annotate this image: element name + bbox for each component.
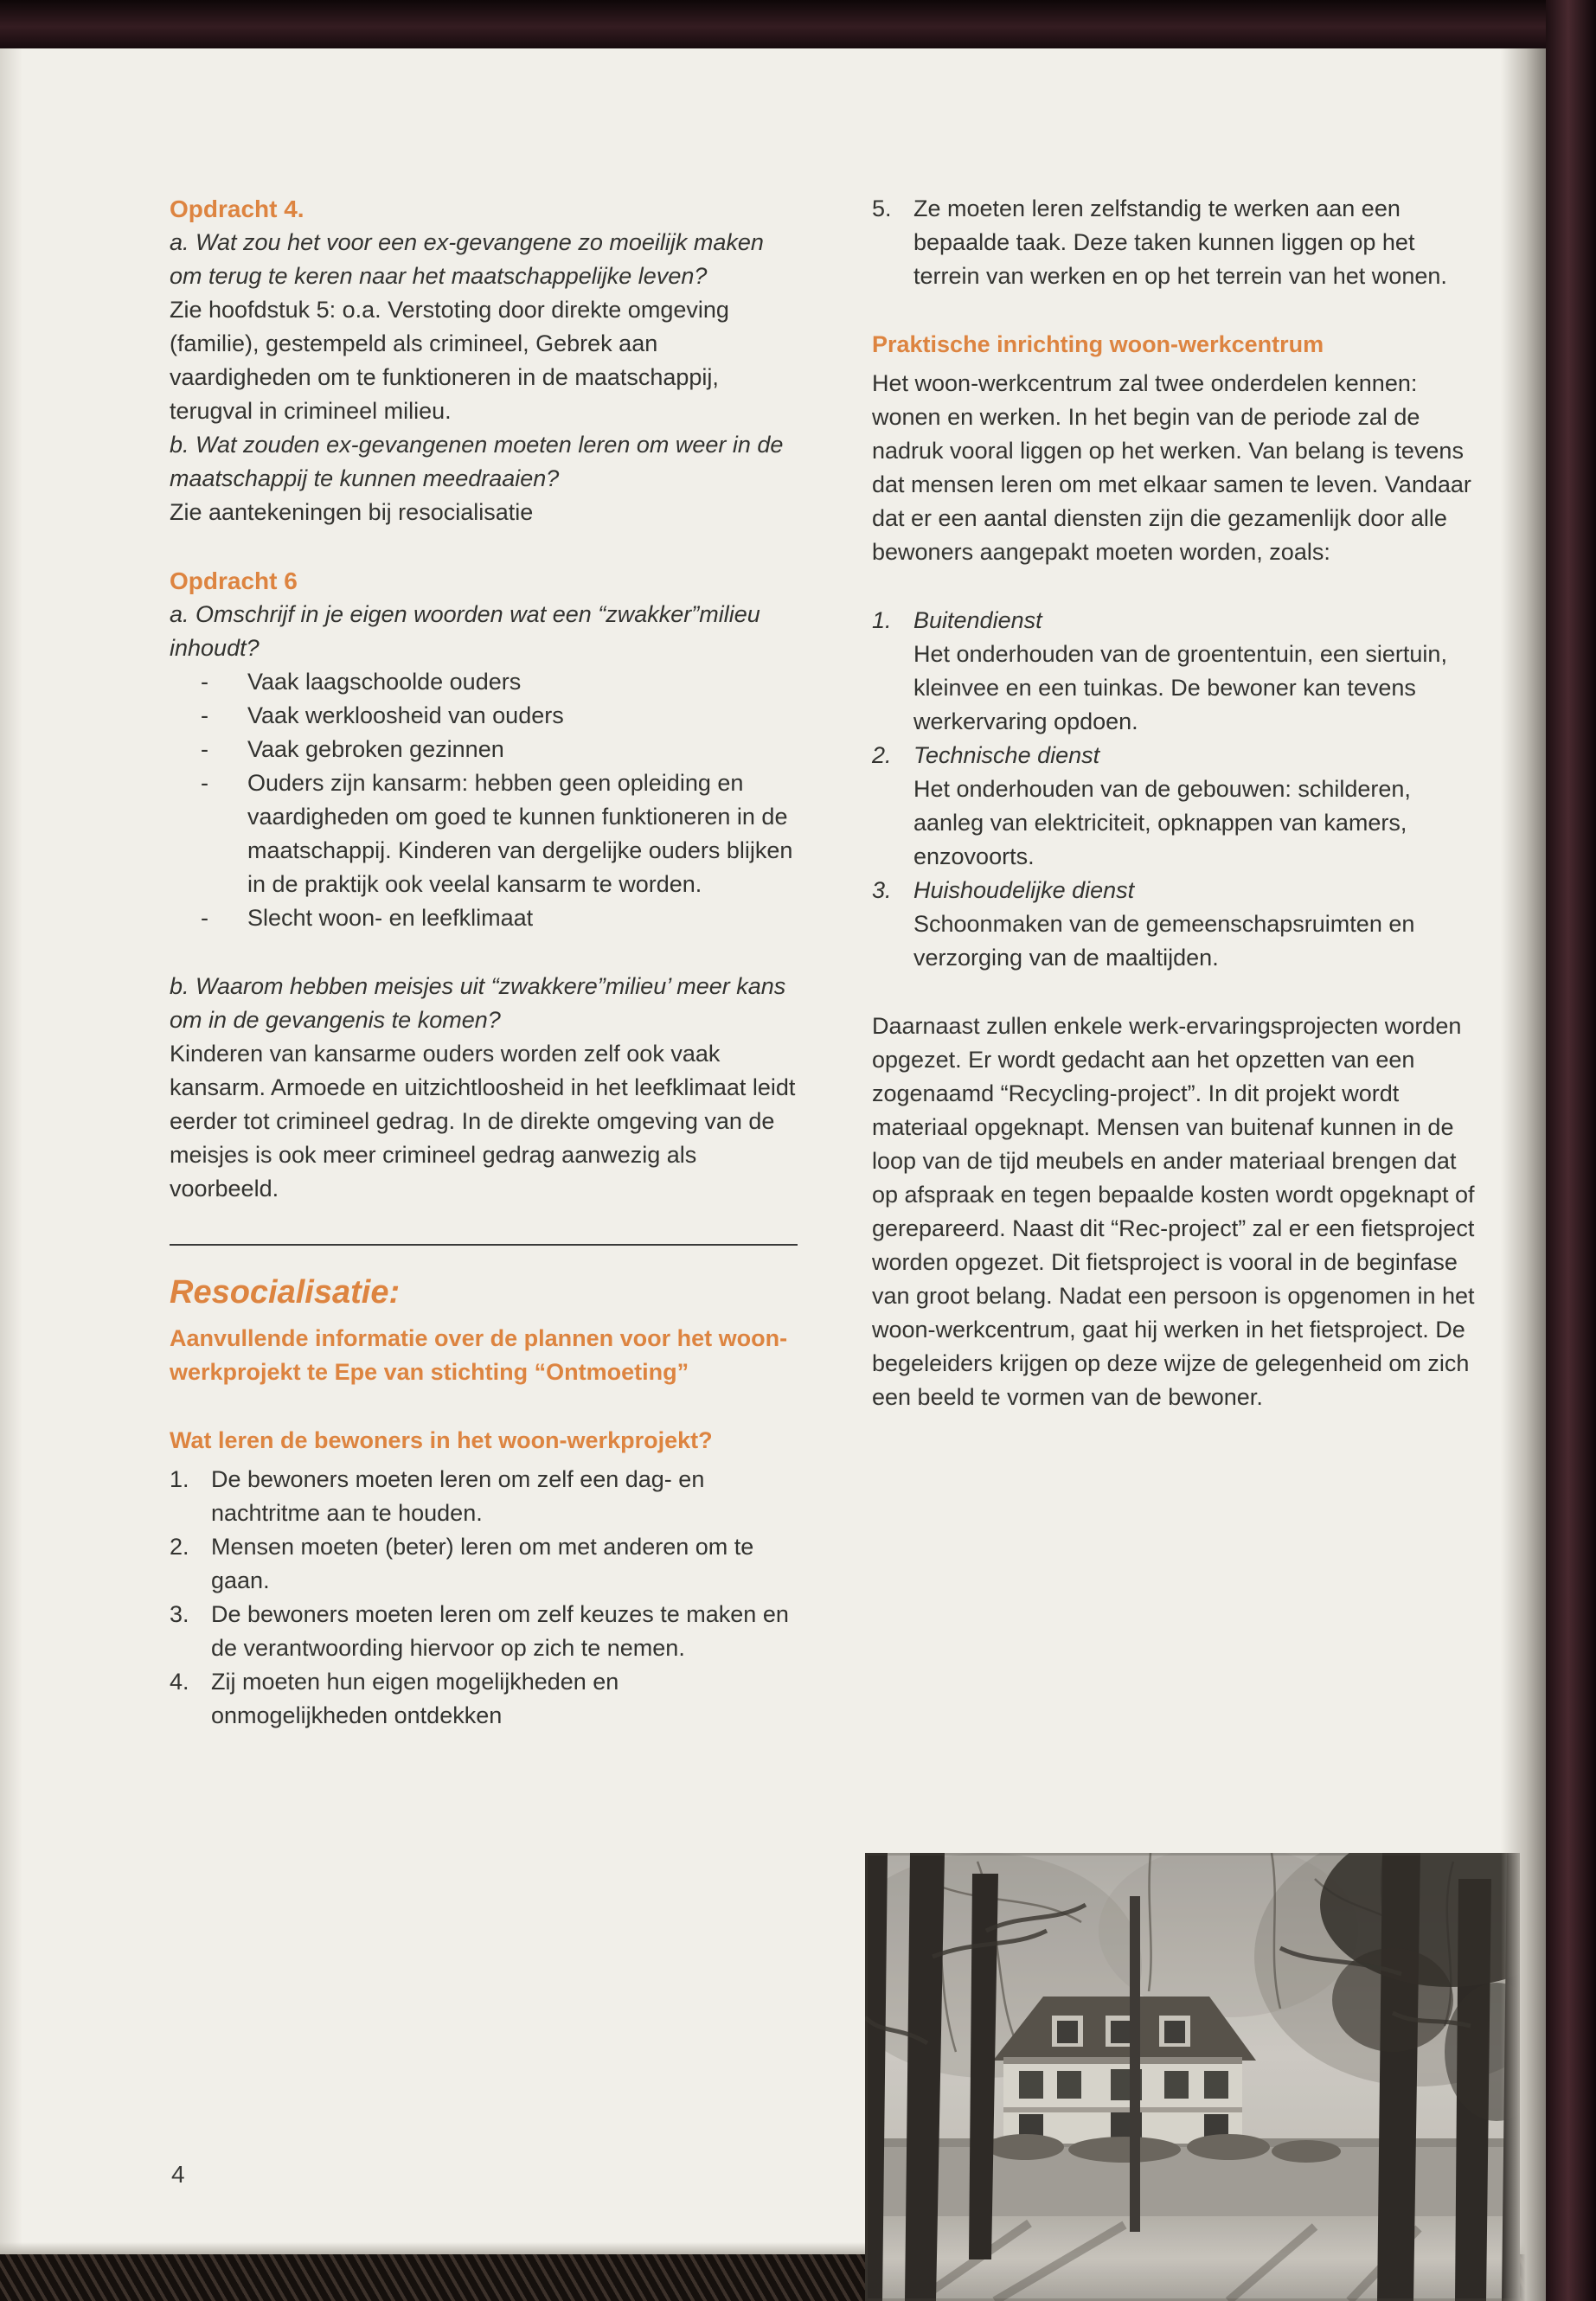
praktische-intro: Het woon-werkcentrum zal twee onderdelen kennen: wonen en werken. In het begin van de periode zal de nadruk vooral liggen op het werken. Van belang is tevens dat mensen leren om met elkaar samen te leven. Vandaar dat er een aantal diensten zijn die gezamenlijk door alle bewoners aangepakt moeten worden, zoals:: [872, 370, 1471, 565]
item-text: Ze moeten leren zelfstandig te werken aan een bepaalde taak. Deze taken kunnen liggen op het terrein van werken en op het terrein van het wonen.: [913, 195, 1447, 289]
item-number: 2.: [170, 1534, 189, 1560]
bullet-text: Vaak werkloosheid van ouders: [247, 702, 564, 728]
service-item: [872, 874, 1483, 975]
item-number: 4.: [170, 1669, 189, 1695]
service-number: 2.: [872, 742, 892, 768]
service-desc: Het onderhouden van de gebouwen: schilderen, aanleg van elektriciteit, opknappen van kamers, enzovoorts.: [913, 776, 1411, 869]
dash-marker: -: [201, 770, 208, 796]
list-item: [170, 699, 798, 733]
item-text: Zij moeten hun eigen mogelijkheden en onmogelijkheden ontdekken: [211, 1669, 619, 1728]
service-number: 1.: [872, 607, 892, 633]
opdracht4-answer-a: Zie hoofdstuk 5: o.a. Verstoting door direkte omgeving (familie), gestempeld als crimineel, Gebrek aan vaardigheden om te funktioneren in de maatschappij, terugval in crimineel milieu.: [170, 297, 729, 424]
service-name: Huishoudelijke dienst: [913, 877, 1135, 903]
page-edge-right-shadow: [1501, 0, 1546, 2301]
resocialisatie-subtitle: Aanvullende informatie over de plannen voor het woon-werkprojekt te Epe van stichting “Ontmoeting”: [170, 1325, 788, 1385]
opdracht4-question-b: b. Wat zouden ex-gevangenen moeten leren om weer in de maatschappij te kunnen meedraaien?: [170, 432, 784, 491]
numbered-item: [170, 1530, 798, 1598]
item-text: Mensen moeten (beter) leren om met anderen om te gaan.: [211, 1534, 754, 1593]
dash-marker: -: [201, 702, 208, 728]
recycling-project-paragraph: Daarnaast zullen enkele werk-ervaringsprojecten worden opgezet. Er wordt gedacht aan het opzetten van een zogenaamd “Recycling-project”. In dit projekt wordt materiaal opgeknapt. Mensen van buitenaf kunnen in de loop van de tijd meubels en ander materiaal brengen dat op afspraak en tegen bepaalde kosten wordt opgeknapt of gerepareerd. Naast dit “Rec-project” zal er een fietsproject worden opgezet. Dit fietsproject is vooral in de beginfase van groot belang. Nadat een persoon is opgenomen in het woon-werkcentrum, gaat hij werken in het fietsproject. De begeleiders krijgen op deze wijze de gelegenheid om zich een beeld te vormen van de bewoner.: [872, 1013, 1475, 1410]
service-item: [872, 604, 1483, 739]
resocialisatie-title: Resocialisatie:: [170, 1274, 401, 1311]
right-column: [872, 192, 1483, 1414]
opdracht6-title: Opdracht 6: [170, 567, 298, 594]
numbered-item: [872, 192, 1483, 293]
numbered-item: [170, 1598, 798, 1665]
list-item: [170, 901, 798, 935]
item-text: De bewoners moeten leren om zelf een dag- en nachtritme aan te houden.: [211, 1466, 705, 1526]
bullet-text: Vaak gebroken gezinnen: [247, 736, 504, 762]
item-number: 5.: [872, 195, 892, 221]
opdracht4-title: Opdracht 4.: [170, 195, 304, 222]
numbered-item: [170, 1665, 798, 1733]
opdracht6-question-a: a. Omschrijf in je eigen woorden wat een “zwakker”milieu inhoudt?: [170, 601, 760, 661]
service-number: 3.: [872, 877, 892, 903]
item-number: 3.: [170, 1601, 189, 1627]
house-photo-illustration: [865, 1853, 1520, 2301]
dash-marker: -: [201, 736, 208, 762]
list-item: [170, 665, 798, 699]
dash-marker: -: [201, 669, 208, 695]
bullet-text: Slecht woon- en leefklimaat: [247, 905, 534, 931]
list-item: [170, 733, 798, 766]
service-item: [872, 739, 1483, 874]
dash-marker: -: [201, 905, 208, 931]
page-edge-left-shadow: [0, 0, 22, 2301]
praktische-inrichting-heading: Praktische inrichting woon-werkcentrum: [872, 331, 1324, 357]
bullet-text: Vaak laagschoolde ouders: [247, 669, 522, 695]
opdracht4-question-a: a. Wat zou het voor een ex-gevangene zo moeilijk maken om terug te keren naar het maatschappelijke leven?: [170, 229, 764, 289]
service-desc: Het onderhouden van de groententuin, een siertuin, kleinvee en een tuinkas. De bewoner kan tevens werkervaring opdoen.: [913, 641, 1447, 734]
book-edge-right: [1546, 0, 1596, 2301]
list-item: [170, 766, 798, 901]
left-column: [170, 192, 798, 1733]
bullet-text: Ouders zijn kansarm: hebben geen opleiding en vaardigheden om goed te kunnen funktioneren in de maatschappij. Kinderen van dergelijke ouders blijken in de praktijk ook veelal kansarm te worden.: [247, 770, 793, 897]
opdracht6-answer-b: Kinderen van kansarme ouders worden zelf ook vaak kansarm. Armoede en uitzichtloosheid in het leefklimaat leidt eerder tot crimineel gedrag. In de direkte omgeving van de meisjes is ook meer crimineel gedrag aanwezig als voorbeeld.: [170, 1041, 796, 1202]
opdracht4-answer-b: Zie aantekeningen bij resocialisatie: [170, 499, 534, 525]
item-text: De bewoners moeten leren om zelf keuzes te maken en de verantwoording hiervoor op zich te nemen.: [211, 1601, 789, 1661]
service-name: Buitendienst: [913, 607, 1042, 633]
opdracht6-question-b: b. Waarom hebben meisjes uit “zwakkere”milieu’ meer kans om in de gevangenis te komen?: [170, 973, 786, 1033]
service-desc: Schoonmaken van de gemeenschapsruimten en verzorging van de maaltijden.: [913, 911, 1415, 971]
woon-werkprojekt-heading: Wat leren de bewoners in het woon-werkprojekt?: [170, 1427, 713, 1453]
section-divider: [170, 1244, 798, 1246]
numbered-item: [170, 1463, 798, 1530]
service-name: Technische dienst: [913, 742, 1100, 768]
page-number: 4: [171, 2161, 185, 2188]
book-edge-top: [0, 0, 1596, 48]
item-number: 1.: [170, 1466, 189, 1492]
house-photo: [865, 1853, 1520, 2301]
